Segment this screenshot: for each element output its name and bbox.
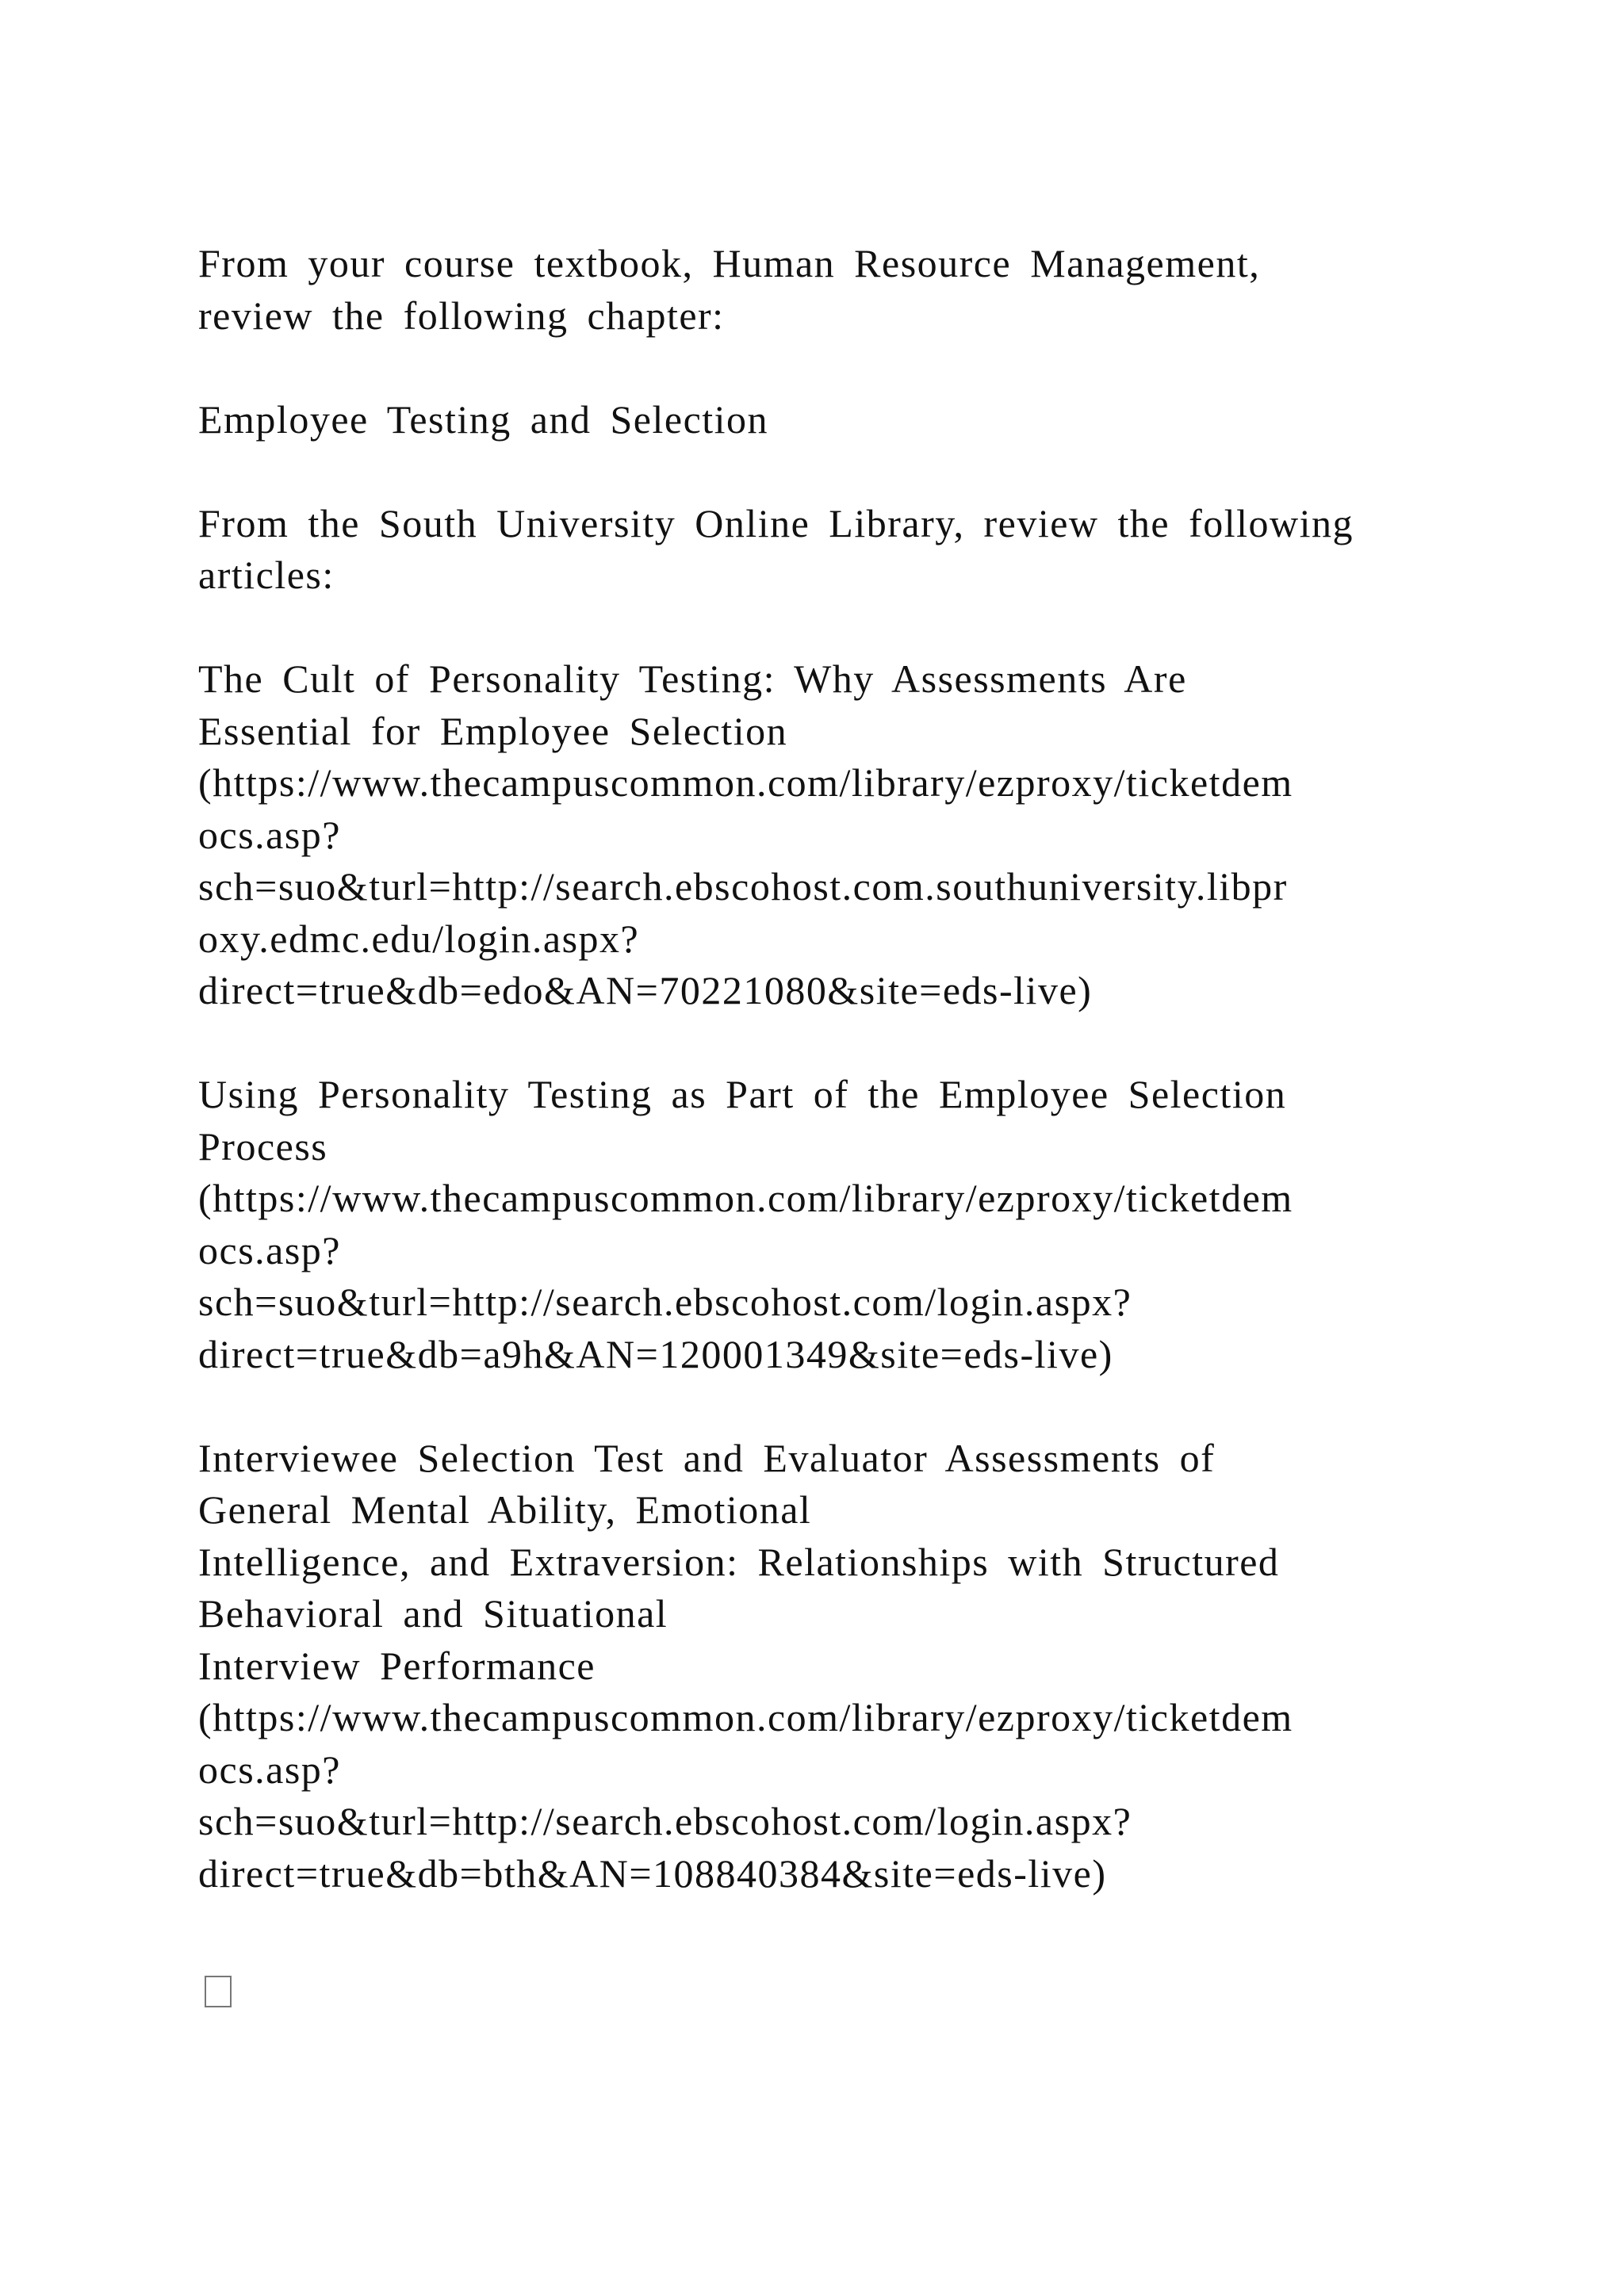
- article-url-line: oxy.edmc.edu/login.aspx?: [198, 916, 640, 961]
- article-url-line: sch=suo&turl=http://search.ebscohost.com/login.aspx?: [198, 1280, 1132, 1324]
- article-title-line: Intelligence, and Extraversion: Relationships with Structured: [198, 1539, 1280, 1584]
- article-url-line: sch=suo&turl=http://search.ebscohost.com/login.aspx?: [198, 1799, 1132, 1843]
- article-title-line: The Cult of Personality Testing: Why Assessments Are: [198, 656, 1187, 701]
- chapter-paragraph: [198, 394, 1435, 446]
- chapter-title: Employee Testing and Selection: [198, 396, 769, 442]
- article-title-line: Interviewee Selection Test and Evaluator Assessments of: [198, 1435, 1216, 1480]
- article-2: [198, 1069, 1435, 1380]
- text-line: articles:: [198, 553, 335, 597]
- article-title-line: Interview Performance: [198, 1643, 596, 1688]
- library-paragraph: [198, 498, 1435, 602]
- article-title-line: Essential for Employee Selection: [198, 708, 788, 753]
- article-url-line: sch=suo&turl=http://search.ebscohost.com.southuniversity.libpr: [198, 864, 1288, 909]
- text-line: review the following chapter:: [198, 293, 725, 338]
- article-url-line: (https://www.thecampuscommon.com/library/ezproxy/ticketdem: [198, 760, 1293, 805]
- article-url-line: (https://www.thecampuscommon.com/library/ezproxy/ticketdem: [198, 1176, 1293, 1220]
- article-title-line: Process: [198, 1123, 328, 1169]
- article-title-line: Behavioral and Situational: [198, 1591, 668, 1636]
- intro-paragraph: [198, 238, 1435, 342]
- article-3: [198, 1433, 1435, 1900]
- text-line: From the South University Online Library, review the following: [198, 500, 1354, 545]
- article-url-line: (https://www.thecampuscommon.com/library/ezproxy/ticketdem: [198, 1695, 1293, 1739]
- missing-glyph-box-icon: [205, 1976, 232, 2007]
- text-line: From your course textbook, Human Resource Management,: [198, 241, 1261, 285]
- article-url-line: ocs.asp?: [198, 1747, 341, 1792]
- document-body: [198, 238, 1435, 1952]
- article-url-line: ocs.asp?: [198, 812, 341, 857]
- article-url-line: direct=true&db=a9h&AN=120001349&site=eds-live): [198, 1331, 1113, 1376]
- article-url-line: direct=true&db=bth&AN=108840384&site=eds-live): [198, 1850, 1107, 1896]
- article-1: [198, 653, 1435, 1017]
- article-title-line: General Mental Ability, Emotional: [198, 1487, 812, 1532]
- article-title-line: Using Personality Testing as Part of the Employee Selection: [198, 1072, 1287, 1116]
- article-url-line: direct=true&db=edo&AN=70221080&site=eds-live): [198, 968, 1093, 1012]
- article-url-line: ocs.asp?: [198, 1227, 341, 1272]
